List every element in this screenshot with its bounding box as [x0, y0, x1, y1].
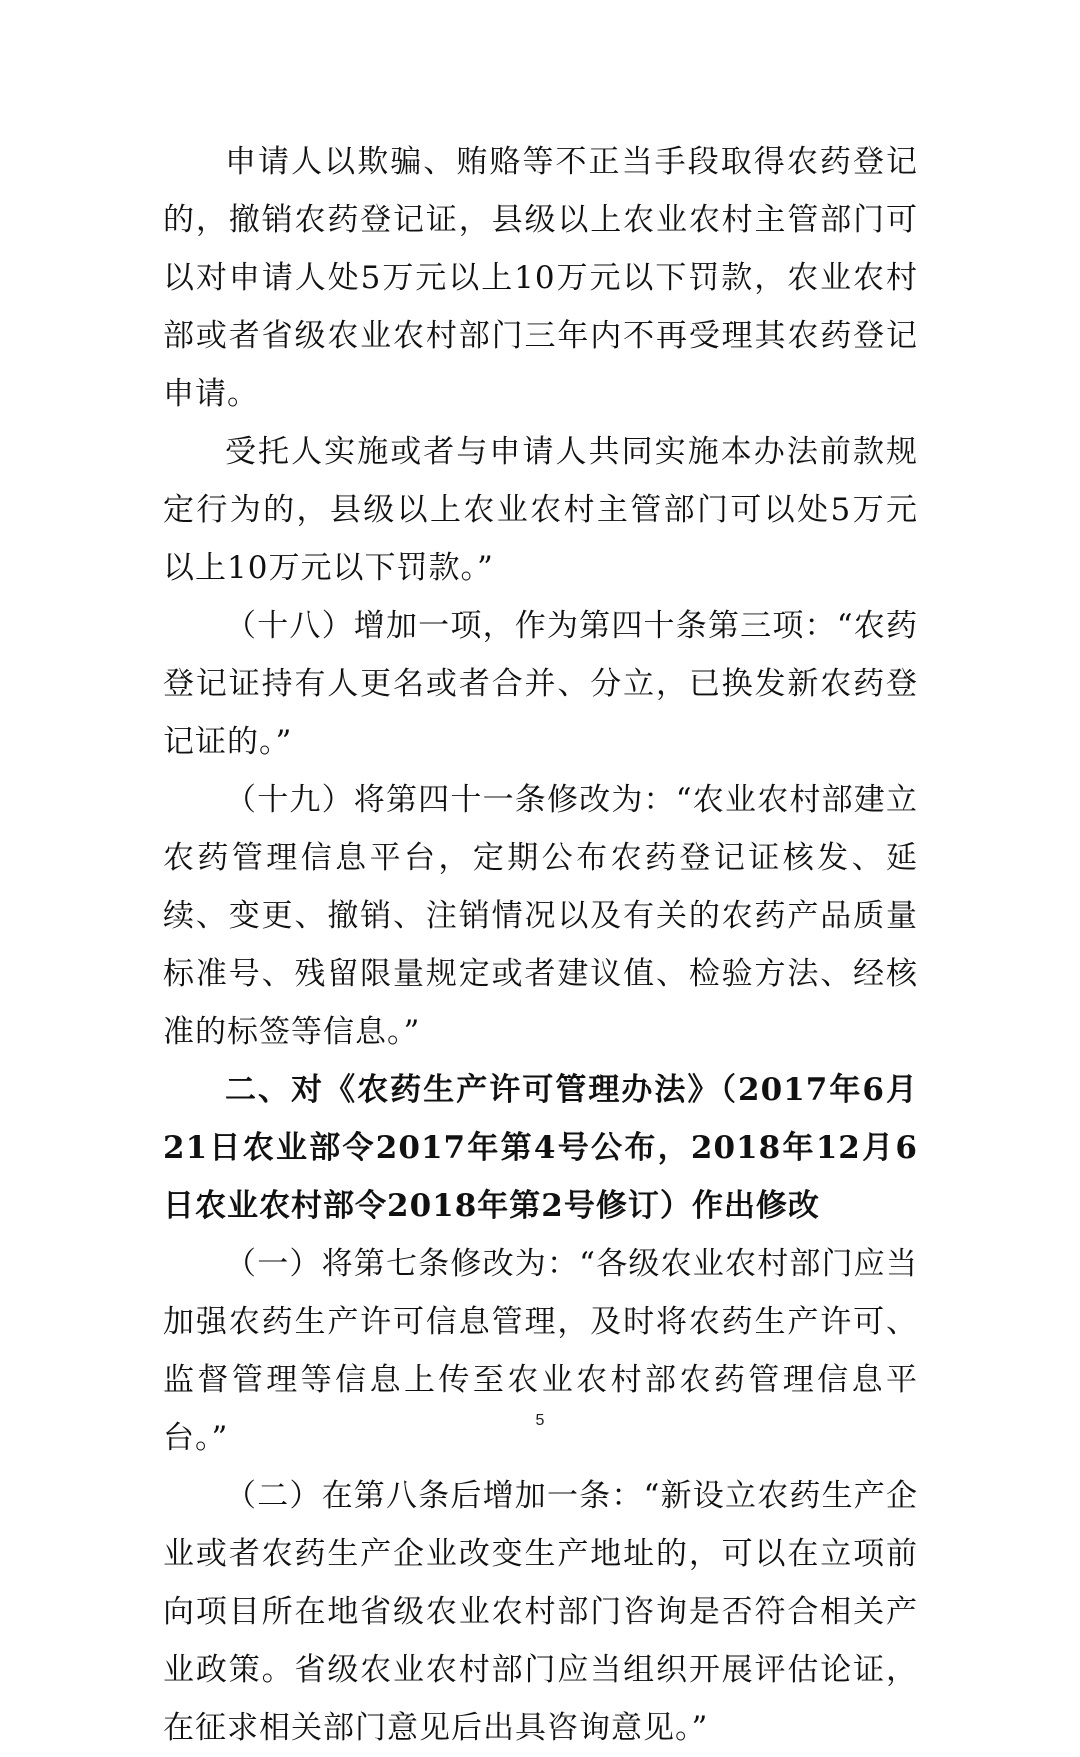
- paragraph-item-18: （十八）增加一项，作为第四十条第三项：“农药登记证持有人更名或者合并、分立，已换发新农药登记证的。”: [163, 608, 918, 760]
- page-number: 5: [535, 1412, 545, 1429]
- paragraph-trustee-penalty: 受托人实施或者与申请人共同实施本办法前款规定行为的，县级以上农业农村主管部门可以处5万元以上10万元以下罚款。”: [163, 434, 918, 586]
- paragraph-production-item-2: （二）在第八条后增加一条：“新设立农药生产企业或者农药生产企业改变生产地址的，可以在立项前向项目所在地省级农业农村部门咨询是否符合相关产业政策。省级农业农村部门应当组织开展评估论证，在征求相关部门意见后出具咨询意见。”: [163, 1478, 918, 1746]
- section-heading-production-license: 二、对《农药生产许可管理办法》（2017年6月21日农业部令2017年第4号公布，2018年12月6日农业农村部令2018年第2号修订）作出修改: [163, 1072, 918, 1224]
- document-body: [163, 133, 918, 1757]
- paragraph-item-19: （十九）将第四十一条修改为：“农业农村部建立农药管理信息平台，定期公布农药登记证核发、延续、变更、撤销、注销情况以及有关的农药产品质量标准号、残留限量规定或者建议值、检验方法、经核准的标签等信息。”: [163, 782, 918, 1050]
- paragraph-applicant-fraud: 申请人以欺骗、贿赂等不正当手段取得农药登记的，撤销农药登记证，县级以上农业农村主管部门可以对申请人处5万元以上10万元以下罚款，农业农村部或者省级农业农村部门三年内不再受理其农药登记申请。: [163, 144, 918, 412]
- paragraph-production-item-1: （一）将第七条修改为：“各级农业农村部门应当加强农药生产许可信息管理，及时将农药生产许可、监督管理等信息上传至农业农村部农药管理信息平台。”: [163, 1246, 918, 1456]
